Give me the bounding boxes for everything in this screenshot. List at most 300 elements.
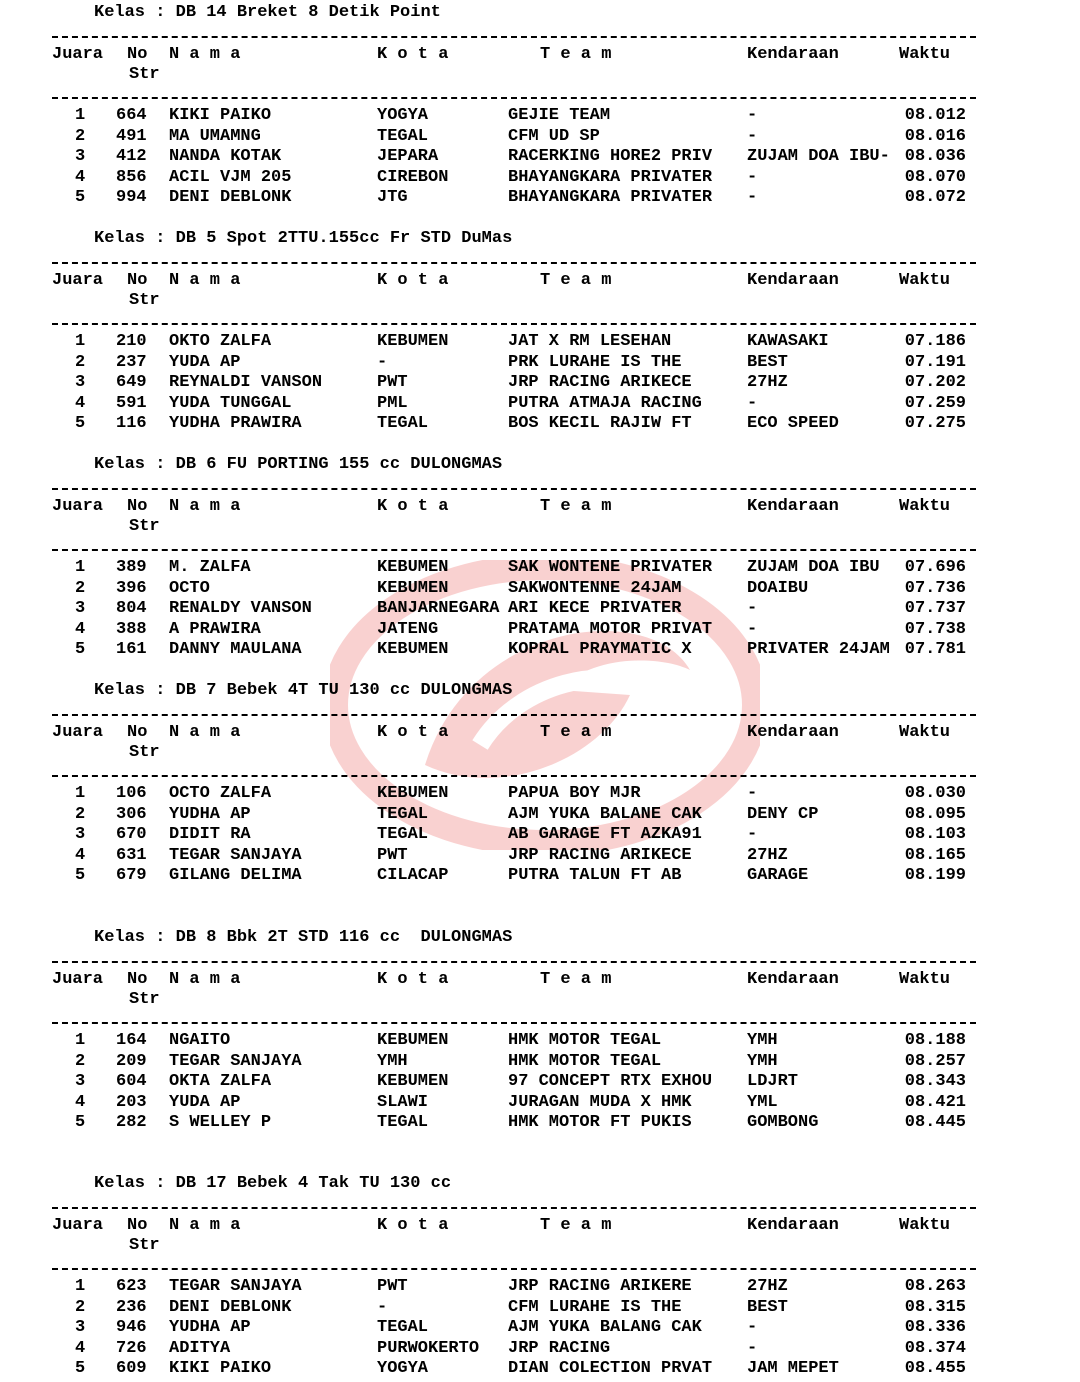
cell-kendaraan: 27HZ bbox=[747, 373, 788, 392]
cell-no: 631 bbox=[116, 845, 147, 865]
column-header-no: No bbox=[127, 970, 148, 989]
dashed-divider bbox=[52, 262, 976, 264]
cell-kendaraan: - bbox=[747, 188, 758, 207]
cell-waktu: 08.199 bbox=[904, 866, 966, 885]
cell-juara: 3 bbox=[75, 599, 86, 618]
cell-no: 209 bbox=[116, 1051, 147, 1071]
column-header-str: Str bbox=[129, 990, 160, 1009]
table-row bbox=[0, 599, 1080, 619]
cell-waktu: 07.736 bbox=[904, 578, 966, 598]
column-header-waktu: Waktu bbox=[899, 970, 951, 989]
cell-team: HMK MOTOR TEGAL bbox=[508, 1031, 662, 1050]
cell-kota: KEBUMEN bbox=[377, 640, 449, 659]
cell-no: 396 bbox=[116, 578, 147, 598]
cell-nama: A PRAWIRA bbox=[169, 619, 261, 639]
cell-waktu: 08.103 bbox=[904, 825, 966, 844]
cell-team: CFM UD SP bbox=[508, 126, 600, 146]
cell-nama: KIKI PAIKO bbox=[169, 106, 272, 125]
column-header-kendaraan: Kendaraan bbox=[747, 1216, 839, 1235]
cell-juara: 2 bbox=[75, 352, 86, 372]
cell-no: 210 bbox=[116, 332, 147, 351]
table-row bbox=[0, 1298, 1080, 1318]
cell-waktu: 08.012 bbox=[904, 106, 966, 125]
cell-no: 161 bbox=[116, 640, 147, 659]
cell-waktu: 08.315 bbox=[904, 1297, 966, 1317]
table-row bbox=[0, 147, 1080, 167]
cell-waktu: 07.696 bbox=[904, 558, 966, 577]
cell-no: 726 bbox=[116, 1338, 147, 1358]
cell-waktu: 08.070 bbox=[904, 167, 966, 187]
cell-team: RACERKING HORE2 PRIV bbox=[508, 147, 713, 166]
cell-juara: 4 bbox=[75, 1092, 86, 1112]
cell-kendaraan: - bbox=[747, 619, 758, 639]
cell-juara: 3 bbox=[75, 1318, 86, 1337]
column-header-juara: Juara bbox=[52, 723, 104, 742]
cell-waktu: 07.191 bbox=[904, 352, 966, 372]
cell-kota: - bbox=[377, 1297, 388, 1317]
cell-kendaraan: LDJRT bbox=[747, 1072, 799, 1091]
cell-nama: NGAITO bbox=[169, 1031, 231, 1050]
dashed-divider bbox=[52, 714, 976, 716]
cell-waktu: 08.374 bbox=[904, 1338, 966, 1358]
cell-kendaraan: 27HZ bbox=[747, 1277, 788, 1296]
dashed-divider bbox=[52, 488, 976, 490]
cell-team: PAPUA BOY MJR bbox=[508, 784, 641, 803]
cell-no: 282 bbox=[116, 1113, 147, 1132]
column-header-juara: Juara bbox=[52, 970, 104, 989]
cell-nama: YUDHA PRAWIRA bbox=[169, 414, 302, 433]
cell-team: GEJIE TEAM bbox=[508, 106, 611, 125]
column-header-str: Str bbox=[129, 291, 160, 310]
column-header-juara: Juara bbox=[52, 1216, 104, 1235]
cell-team: JRP RACING ARIKERE bbox=[508, 1277, 692, 1296]
cell-nama: MA UMAMNG bbox=[169, 126, 261, 146]
cell-waktu: 07.275 bbox=[904, 414, 966, 433]
dashed-divider bbox=[52, 97, 976, 99]
table-row bbox=[0, 1113, 1080, 1133]
table-row bbox=[0, 1052, 1080, 1072]
table-row bbox=[0, 127, 1080, 147]
cell-juara: 2 bbox=[75, 126, 86, 146]
section-title: Kelas : DB 17 Bebek 4 Tak TU 130 cc bbox=[94, 1174, 452, 1193]
cell-juara: 3 bbox=[75, 147, 86, 166]
cell-kota: KEBUMEN bbox=[377, 558, 449, 577]
cell-kota: SLAWI bbox=[377, 1092, 429, 1112]
cell-nama: YUDA AP bbox=[169, 352, 241, 372]
column-header-team: T e a m bbox=[540, 970, 612, 989]
cell-waktu: 07.737 bbox=[904, 599, 966, 618]
cell-kota: JEPARA bbox=[377, 147, 439, 166]
table-row bbox=[0, 805, 1080, 825]
cell-team: JRP RACING ARIKECE bbox=[508, 373, 692, 392]
cell-no: 670 bbox=[116, 825, 147, 844]
cell-kendaraan: DOAIBU bbox=[747, 578, 809, 598]
cell-waktu: 08.016 bbox=[904, 126, 966, 146]
cell-nama: GILANG DELIMA bbox=[169, 866, 302, 885]
dashed-divider bbox=[52, 323, 976, 325]
cell-kota: TEGAL bbox=[377, 1318, 429, 1337]
cell-kota: PML bbox=[377, 393, 408, 413]
cell-team: JRP RACING ARIKECE bbox=[508, 845, 692, 865]
cell-nama: NANDA KOTAK bbox=[169, 147, 282, 166]
cell-kota: TEGAL bbox=[377, 825, 429, 844]
table-row bbox=[0, 825, 1080, 845]
cell-no: 389 bbox=[116, 558, 147, 577]
cell-juara: 3 bbox=[75, 373, 86, 392]
cell-juara: 3 bbox=[75, 825, 86, 844]
cell-kendaraan: YMH bbox=[747, 1051, 778, 1071]
column-header-waktu: Waktu bbox=[899, 271, 951, 290]
cell-team: SAK WONTENE PRIVATER bbox=[508, 558, 713, 577]
section-title: Kelas : DB 7 Bebek 4T TU 130 cc DULONGMAS bbox=[94, 681, 513, 700]
column-header-kendaraan: Kendaraan bbox=[747, 271, 839, 290]
table-row bbox=[0, 106, 1080, 126]
cell-kota: TEGAL bbox=[377, 804, 429, 824]
cell-kendaraan: - bbox=[747, 167, 758, 187]
cell-no: 591 bbox=[116, 393, 147, 413]
cell-kota: CILACAP bbox=[377, 866, 449, 885]
column-header-str: Str bbox=[129, 65, 160, 84]
cell-waktu: 08.072 bbox=[904, 188, 966, 207]
cell-team: BHAYANGKARA PRIVATER bbox=[508, 167, 713, 187]
column-header-no: No bbox=[127, 1216, 148, 1235]
cell-team: ARI KECE PRIVATER bbox=[508, 599, 682, 618]
cell-juara: 4 bbox=[75, 167, 86, 187]
cell-no: 804 bbox=[116, 599, 147, 618]
cell-kendaraan: GARAGE bbox=[747, 866, 809, 885]
cell-kota: - bbox=[377, 352, 388, 372]
cell-kota: KEBUMEN bbox=[377, 784, 449, 803]
cell-juara: 4 bbox=[75, 393, 86, 413]
cell-kendaraan: DENY CP bbox=[747, 804, 819, 824]
cell-kendaraan: - bbox=[747, 126, 758, 146]
column-header-juara: Juara bbox=[52, 497, 104, 516]
section-title: Kelas : DB 6 FU PORTING 155 cc DULONGMAS bbox=[94, 455, 503, 474]
section-title: Kelas : DB 8 Bbk 2T STD 116 cc DULONGMAS bbox=[94, 928, 513, 947]
table-row bbox=[0, 620, 1080, 640]
table-row bbox=[0, 866, 1080, 886]
cell-juara: 2 bbox=[75, 1051, 86, 1071]
cell-juara: 5 bbox=[75, 1113, 86, 1132]
cell-kota: JTG bbox=[377, 188, 408, 207]
cell-waktu: 07.186 bbox=[904, 332, 966, 351]
cell-juara: 1 bbox=[75, 558, 86, 577]
cell-team: HMK MOTOR FT PUKIS bbox=[508, 1113, 692, 1132]
cell-no: 306 bbox=[116, 804, 147, 824]
cell-no: 236 bbox=[116, 1297, 147, 1317]
cell-team: BHAYANGKARA PRIVATER bbox=[508, 188, 713, 207]
column-header-juara: Juara bbox=[52, 45, 104, 64]
cell-juara: 4 bbox=[75, 619, 86, 639]
column-header-juara: Juara bbox=[52, 271, 104, 290]
cell-waktu: 08.263 bbox=[904, 1277, 966, 1296]
column-header-kendaraan: Kendaraan bbox=[747, 970, 839, 989]
cell-no: 856 bbox=[116, 167, 147, 187]
cell-nama: TEGAR SANJAYA bbox=[169, 1277, 302, 1296]
cell-juara: 5 bbox=[75, 866, 86, 885]
cell-kendaraan: YML bbox=[747, 1092, 778, 1112]
cell-nama: ADITYA bbox=[169, 1338, 231, 1358]
column-header-kendaraan: Kendaraan bbox=[747, 723, 839, 742]
cell-no: 994 bbox=[116, 188, 147, 207]
cell-kota: PURWOKERTO bbox=[377, 1338, 480, 1358]
cell-kota: JATENG bbox=[377, 619, 439, 639]
cell-kota: TEGAL bbox=[377, 1113, 429, 1132]
cell-nama: S WELLEY P bbox=[169, 1113, 272, 1132]
column-header-kota: K o t a bbox=[377, 723, 449, 742]
cell-kendaraan: - bbox=[747, 599, 758, 618]
cell-kendaraan: BEST bbox=[747, 352, 788, 372]
cell-team: HMK MOTOR TEGAL bbox=[508, 1051, 662, 1071]
cell-waktu: 08.343 bbox=[904, 1072, 966, 1091]
cell-nama: OKTA ZALFA bbox=[169, 1072, 272, 1091]
cell-juara: 4 bbox=[75, 1338, 86, 1358]
cell-nama: ACIL VJM 205 bbox=[169, 167, 292, 187]
dashed-divider bbox=[52, 549, 976, 551]
cell-kendaraan: - bbox=[747, 393, 758, 413]
cell-kota: KEBUMEN bbox=[377, 578, 449, 598]
cell-waktu: 07.781 bbox=[904, 640, 966, 659]
cell-nama: YUDA TUNGGAL bbox=[169, 393, 292, 413]
table-row bbox=[0, 1093, 1080, 1113]
table-row bbox=[0, 414, 1080, 434]
dashed-divider bbox=[52, 1022, 976, 1024]
cell-no: 491 bbox=[116, 126, 147, 146]
cell-nama: YUDHA AP bbox=[169, 1318, 251, 1337]
cell-no: 609 bbox=[116, 1359, 147, 1378]
cell-team: AJM YUKA BALANE CAK bbox=[508, 804, 702, 824]
section-title: Kelas : DB 5 Spot 2TTU.155cc Fr STD DuMas bbox=[94, 229, 513, 248]
cell-kendaraan: ZUJAM DOA IBU- bbox=[747, 147, 890, 166]
column-header-team: T e a m bbox=[540, 271, 612, 290]
column-header-no: No bbox=[127, 497, 148, 516]
cell-kendaraan: - bbox=[747, 1318, 758, 1337]
cell-team: 97 CONCEPT RTX EXHOU bbox=[508, 1072, 713, 1091]
cell-nama: DENI DEBLONK bbox=[169, 188, 292, 207]
cell-nama: YUDA AP bbox=[169, 1092, 241, 1112]
column-header-team: T e a m bbox=[540, 723, 612, 742]
cell-kota: KEBUMEN bbox=[377, 1031, 449, 1050]
dashed-divider bbox=[52, 1207, 976, 1209]
cell-nama: OCTO ZALFA bbox=[169, 784, 272, 803]
cell-juara: 2 bbox=[75, 578, 86, 598]
dashed-divider bbox=[52, 1268, 976, 1270]
column-header-waktu: Waktu bbox=[899, 723, 951, 742]
cell-nama: KIKI PAIKO bbox=[169, 1359, 272, 1378]
table-row bbox=[0, 188, 1080, 208]
dashed-divider bbox=[52, 775, 976, 777]
column-header-waktu: Waktu bbox=[899, 1216, 951, 1235]
column-header-kota: K o t a bbox=[377, 970, 449, 989]
column-header-nama: N a m a bbox=[169, 497, 241, 516]
cell-kota: CIREBON bbox=[377, 167, 449, 187]
cell-waktu: 08.188 bbox=[904, 1031, 966, 1050]
cell-kota: TEGAL bbox=[377, 414, 429, 433]
column-header-team: T e a m bbox=[540, 45, 612, 64]
cell-waktu: 08.030 bbox=[904, 784, 966, 803]
cell-kendaraan: - bbox=[747, 1338, 758, 1358]
cell-juara: 1 bbox=[75, 1031, 86, 1050]
table-row bbox=[0, 640, 1080, 660]
column-header-str: Str bbox=[129, 517, 160, 536]
cell-no: 237 bbox=[116, 352, 147, 372]
cell-waktu: 07.259 bbox=[904, 393, 966, 413]
cell-juara: 5 bbox=[75, 640, 86, 659]
cell-no: 649 bbox=[116, 373, 147, 392]
column-header-no: No bbox=[127, 723, 148, 742]
cell-kendaraan: ZUJAM DOA IBU bbox=[747, 558, 880, 577]
column-header-str: Str bbox=[129, 743, 160, 762]
cell-nama: DANNY MAULANA bbox=[169, 640, 302, 659]
cell-waktu: 08.336 bbox=[904, 1318, 966, 1337]
cell-nama: M. ZALFA bbox=[169, 558, 251, 577]
cell-juara: 3 bbox=[75, 1072, 86, 1091]
table-row bbox=[0, 1339, 1080, 1359]
cell-kota: TEGAL bbox=[377, 126, 429, 146]
column-header-str: Str bbox=[129, 1236, 160, 1255]
cell-no: 116 bbox=[116, 414, 147, 433]
cell-kota: YMH bbox=[377, 1051, 408, 1071]
table-row bbox=[0, 1318, 1080, 1338]
cell-kendaraan: - bbox=[747, 825, 758, 844]
cell-nama: DENI DEBLONK bbox=[169, 1297, 292, 1317]
cell-kendaraan: 27HZ bbox=[747, 845, 788, 865]
cell-nama: RENALDY VANSON bbox=[169, 599, 312, 618]
cell-nama: TEGAR SANJAYA bbox=[169, 1051, 302, 1071]
column-header-nama: N a m a bbox=[169, 271, 241, 290]
cell-team: KOPRAL PRAYMATIC X bbox=[508, 640, 692, 659]
cell-waktu: 07.738 bbox=[904, 619, 966, 639]
cell-juara: 4 bbox=[75, 845, 86, 865]
cell-team: JRP RACING bbox=[508, 1338, 611, 1358]
cell-waktu: 08.421 bbox=[904, 1092, 966, 1112]
cell-kendaraan: BEST bbox=[747, 1297, 788, 1317]
table-row bbox=[0, 332, 1080, 352]
column-header-kendaraan: Kendaraan bbox=[747, 45, 839, 64]
dashed-divider bbox=[52, 961, 976, 963]
cell-waktu: 08.257 bbox=[904, 1051, 966, 1071]
cell-no: 679 bbox=[116, 866, 147, 885]
cell-juara: 1 bbox=[75, 1277, 86, 1296]
cell-waktu: 08.165 bbox=[904, 845, 966, 865]
column-header-kota: K o t a bbox=[377, 271, 449, 290]
cell-waktu: 08.455 bbox=[904, 1359, 966, 1378]
cell-kota: BANJARNEGARA bbox=[377, 599, 500, 618]
table-row bbox=[0, 168, 1080, 188]
section-title: Kelas : DB 14 Breket 8 Detik Point bbox=[94, 3, 441, 22]
cell-nama: REYNALDI VANSON bbox=[169, 373, 323, 392]
cell-no: 412 bbox=[116, 147, 147, 166]
cell-no: 164 bbox=[116, 1031, 147, 1050]
column-header-nama: N a m a bbox=[169, 45, 241, 64]
cell-team: DIAN COLECTION PRVAT bbox=[508, 1359, 713, 1378]
cell-juara: 2 bbox=[75, 1297, 86, 1317]
cell-juara: 5 bbox=[75, 1359, 86, 1378]
cell-juara: 2 bbox=[75, 804, 86, 824]
cell-no: 106 bbox=[116, 784, 147, 803]
cell-nama: YUDHA AP bbox=[169, 804, 251, 824]
column-header-kota: K o t a bbox=[377, 1216, 449, 1235]
column-header-no: No bbox=[127, 271, 148, 290]
cell-team: PRK LURAHE IS THE bbox=[508, 352, 682, 372]
cell-juara: 1 bbox=[75, 106, 86, 125]
cell-kota: YOGYA bbox=[377, 106, 429, 125]
table-row bbox=[0, 1072, 1080, 1092]
cell-waktu: 08.445 bbox=[904, 1113, 966, 1132]
column-header-nama: N a m a bbox=[169, 723, 241, 742]
column-header-waktu: Waktu bbox=[899, 497, 951, 516]
cell-team: JAT X RM LESEHAN bbox=[508, 332, 672, 351]
dashed-divider bbox=[52, 36, 976, 38]
column-header-nama: N a m a bbox=[169, 970, 241, 989]
table-row bbox=[0, 1031, 1080, 1051]
cell-kota: PWT bbox=[377, 373, 408, 392]
column-header-nama: N a m a bbox=[169, 1216, 241, 1235]
cell-no: 604 bbox=[116, 1072, 147, 1091]
cell-kendaraan: PRIVATER 24JAM bbox=[747, 640, 890, 659]
cell-team: JURAGAN MUDA X HMK bbox=[508, 1092, 692, 1112]
cell-team: PUTRA TALUN FT AB bbox=[508, 866, 682, 885]
table-row bbox=[0, 1359, 1080, 1379]
column-header-kota: K o t a bbox=[377, 45, 449, 64]
column-header-team: T e a m bbox=[540, 497, 612, 516]
cell-waktu: 08.095 bbox=[904, 804, 966, 824]
cell-no: 946 bbox=[116, 1318, 147, 1337]
cell-kota: PWT bbox=[377, 845, 408, 865]
cell-kendaraan: KAWASAKI bbox=[747, 332, 829, 351]
cell-kendaraan: - bbox=[747, 784, 758, 803]
cell-kendaraan: - bbox=[747, 106, 758, 125]
cell-nama: TEGAR SANJAYA bbox=[169, 845, 302, 865]
cell-no: 203 bbox=[116, 1092, 147, 1112]
cell-kendaraan: JAM MEPET bbox=[747, 1359, 839, 1378]
table-row bbox=[0, 846, 1080, 866]
cell-no: 664 bbox=[116, 106, 147, 125]
table-row bbox=[0, 394, 1080, 414]
cell-juara: 1 bbox=[75, 332, 86, 351]
cell-kendaraan: YMH bbox=[747, 1031, 778, 1050]
cell-waktu: 07.202 bbox=[904, 373, 966, 392]
cell-no: 388 bbox=[116, 619, 147, 639]
cell-waktu: 08.036 bbox=[904, 147, 966, 166]
cell-kendaraan: GOMBONG bbox=[747, 1113, 819, 1132]
cell-nama: OCTO bbox=[169, 578, 210, 598]
cell-team: PRATAMA MOTOR PRIVAT bbox=[508, 619, 713, 639]
table-row bbox=[0, 558, 1080, 578]
cell-nama: OKTO ZALFA bbox=[169, 332, 272, 351]
cell-team: AJM YUKA BALANG CAK bbox=[508, 1318, 702, 1337]
cell-team: PUTRA ATMAJA RACING bbox=[508, 393, 702, 413]
column-header-waktu: Waktu bbox=[899, 45, 951, 64]
cell-nama: DIDIT RA bbox=[169, 825, 251, 844]
cell-kota: YOGYA bbox=[377, 1359, 429, 1378]
cell-kota: KEBUMEN bbox=[377, 332, 449, 351]
column-header-team: T e a m bbox=[540, 1216, 612, 1235]
table-row bbox=[0, 1277, 1080, 1297]
cell-no: 623 bbox=[116, 1277, 147, 1296]
cell-juara: 1 bbox=[75, 784, 86, 803]
cell-juara: 5 bbox=[75, 188, 86, 207]
cell-team: AB GARAGE FT AZKA91 bbox=[508, 825, 702, 844]
table-row bbox=[0, 579, 1080, 599]
table-row bbox=[0, 784, 1080, 804]
cell-juara: 5 bbox=[75, 414, 86, 433]
column-header-no: No bbox=[127, 45, 148, 64]
cell-team: BOS KECIL RAJIW FT bbox=[508, 414, 692, 433]
cell-kota: PWT bbox=[377, 1277, 408, 1296]
cell-kendaraan: ECO SPEED bbox=[747, 414, 839, 433]
cell-team: CFM LURAHE IS THE bbox=[508, 1297, 682, 1317]
